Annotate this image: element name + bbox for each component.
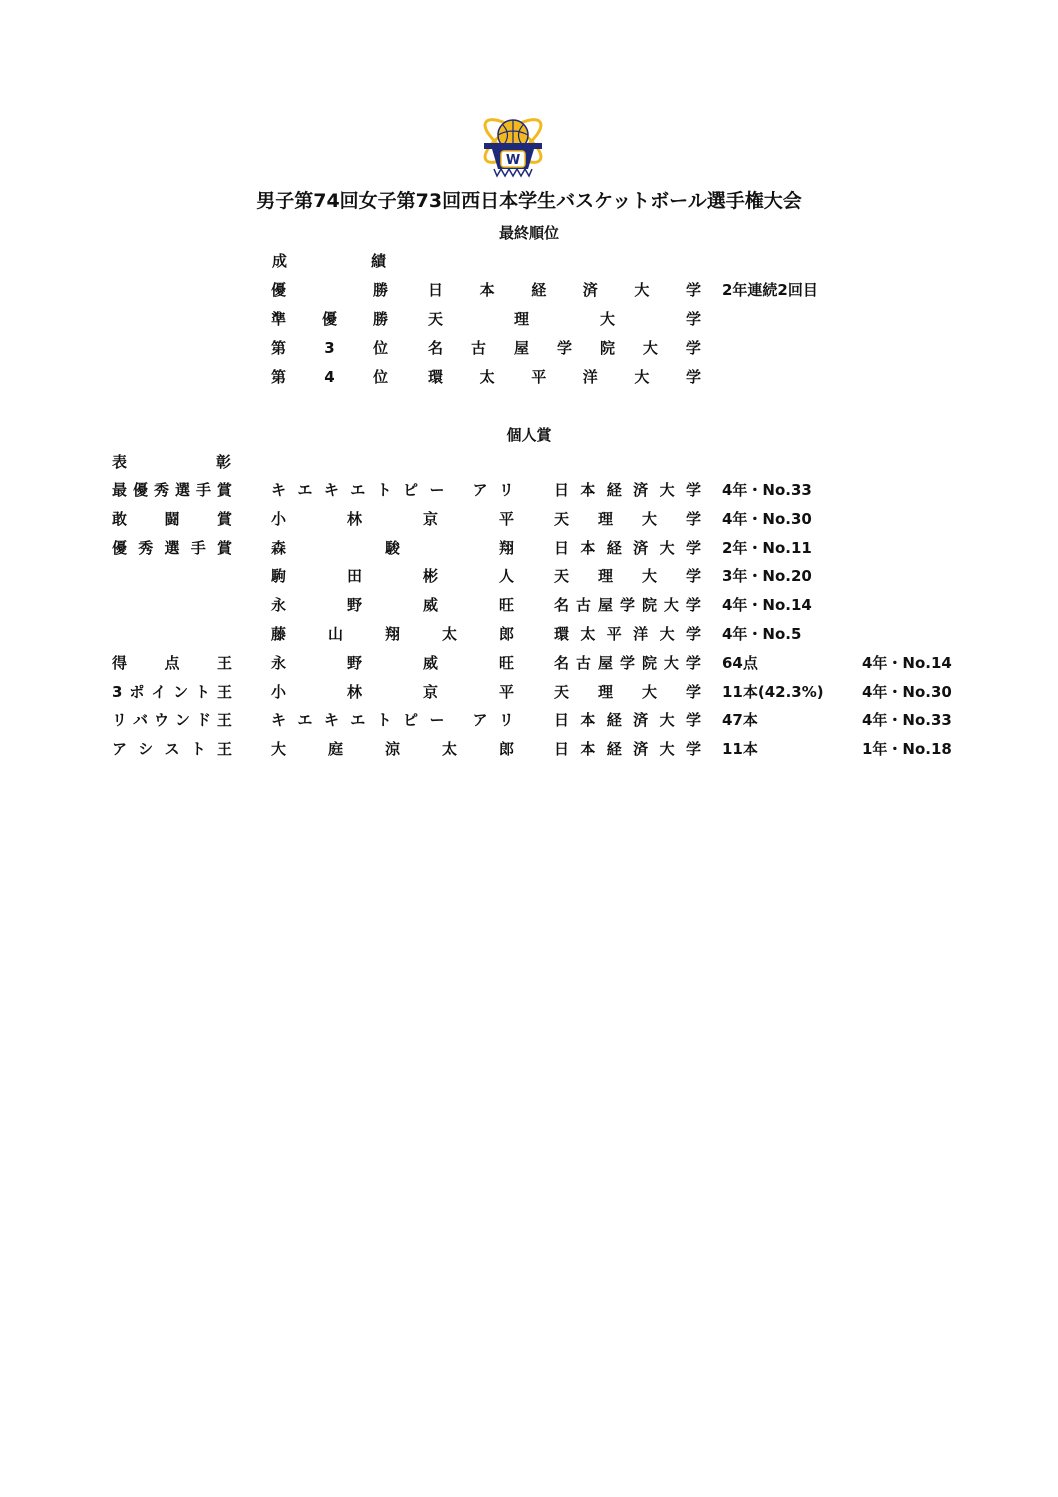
award-player-name: 小 林 京 平 (271, 509, 514, 528)
award-stat: 11本 (722, 740, 758, 759)
award-team: 天 理 大 学 (554, 509, 701, 528)
award-stat: 11本(42.3%) (722, 682, 824, 701)
awards-header-right: 彰 (216, 453, 232, 471)
award-player-name: キ エ キ エ ト ピ ー ア リ (271, 711, 514, 730)
individual-awards-heading: 個人賞 (506, 426, 552, 444)
award-team: 環 太 平 洋 大 学 (554, 625, 701, 643)
award-row (0, 623, 1058, 645)
award-row (0, 652, 1058, 674)
award-title: 得 点 王 (112, 653, 232, 672)
ranking-row (0, 308, 1058, 330)
award-player-name: 森 駿 翔 (271, 538, 514, 557)
award-row (0, 508, 1058, 530)
svg-text:W: W (505, 153, 521, 168)
award-team: 名 古 屋 学 院 大 学 (554, 653, 701, 672)
award-row (0, 594, 1058, 616)
ranking-team: 天 理 大 学 (428, 310, 701, 328)
award-stat: 64点 (722, 653, 758, 672)
award-player-name: 永 野 威 旺 (271, 596, 514, 615)
tournament-logo (478, 113, 548, 179)
award-title (112, 623, 232, 645)
award-team: 名 古 屋 学 院 大 学 (554, 596, 701, 615)
ranking-header-left: 成 (272, 252, 288, 270)
award-stat: 3年・No.20 (722, 567, 812, 586)
award-row (0, 709, 1058, 731)
award-stat: 47本 (722, 711, 758, 730)
award-player-name: 永 野 威 旺 (271, 653, 514, 672)
award-stat: 4年・No.30 (722, 509, 812, 528)
ranking-header-right: 績 (371, 252, 387, 270)
award-player-name: 藤 山 翔 太 郎 (271, 625, 514, 643)
award-title: 敢 闘 賞 (112, 509, 232, 528)
final-ranking-heading: 最終順位 (498, 224, 559, 242)
ranking-team: 名 古 屋 学 院 大 学 (428, 339, 701, 357)
award-team: 天 理 大 学 (554, 682, 701, 701)
award-extra: 4年・No.30 (862, 682, 952, 701)
ranking-rank: 第 3 位 (271, 339, 388, 357)
ranking-team: 日 本 経 済 大 学 (428, 281, 701, 299)
award-team: 天 理 大 学 (554, 567, 701, 586)
award-extra: 4年・No.33 (862, 711, 952, 730)
award-extra: 4年・No.14 (862, 653, 952, 672)
award-title: リ バ ウ ン ド 王 (112, 711, 232, 730)
award-title (112, 594, 232, 616)
award-stat: 4年・No.5 (722, 625, 802, 643)
award-team: 日 本 経 済 大 学 (554, 481, 701, 499)
award-title (112, 565, 232, 587)
award-title: 最 優 秀 選 手 賞 (112, 481, 232, 499)
award-title: 3 ポ イ ン ト 王 (112, 682, 232, 701)
award-player-name: 大 庭 涼 太 郎 (271, 740, 514, 759)
ranking-rank: 優 勝 (271, 281, 388, 299)
final-ranking-header-row (0, 250, 1058, 272)
ranking-team: 環 太 平 洋 大 学 (428, 368, 701, 386)
ranking-rank: 第 4 位 (271, 368, 388, 386)
ranking-rank: 準 優 勝 (271, 310, 388, 328)
award-title: ア シ ス ト 王 (112, 740, 232, 759)
award-row (0, 738, 1058, 760)
award-stat: 2年・No.11 (722, 538, 812, 557)
award-extra: 1年・No.18 (862, 740, 952, 759)
award-player-name: キ エ キ エ ト ピ ー ア リ (271, 481, 514, 499)
ranking-note: 2年連続2回目 (722, 281, 818, 299)
award-row (0, 479, 1058, 501)
award-team: 日 本 経 済 大 学 (554, 538, 701, 557)
awards-header-left: 表 (112, 453, 128, 471)
award-player-name: 小 林 京 平 (271, 682, 514, 701)
page-title: 男子第74回女子第73回西日本学生バスケットボール選手権大会 (256, 190, 802, 212)
ranking-row (0, 366, 1058, 388)
award-stat: 4年・No.14 (722, 596, 812, 615)
award-title: 優 秀 選 手 賞 (112, 538, 232, 557)
award-player-name: 駒 田 彬 人 (271, 567, 514, 586)
award-team: 日 本 経 済 大 学 (554, 740, 701, 759)
ranking-row (0, 279, 1058, 301)
award-row (0, 537, 1058, 559)
award-stat: 4年・No.33 (722, 481, 812, 499)
award-row (0, 681, 1058, 703)
ranking-row (0, 337, 1058, 359)
award-row (0, 565, 1058, 587)
awards-header-row (0, 451, 1058, 473)
award-team: 日 本 経 済 大 学 (554, 711, 701, 730)
